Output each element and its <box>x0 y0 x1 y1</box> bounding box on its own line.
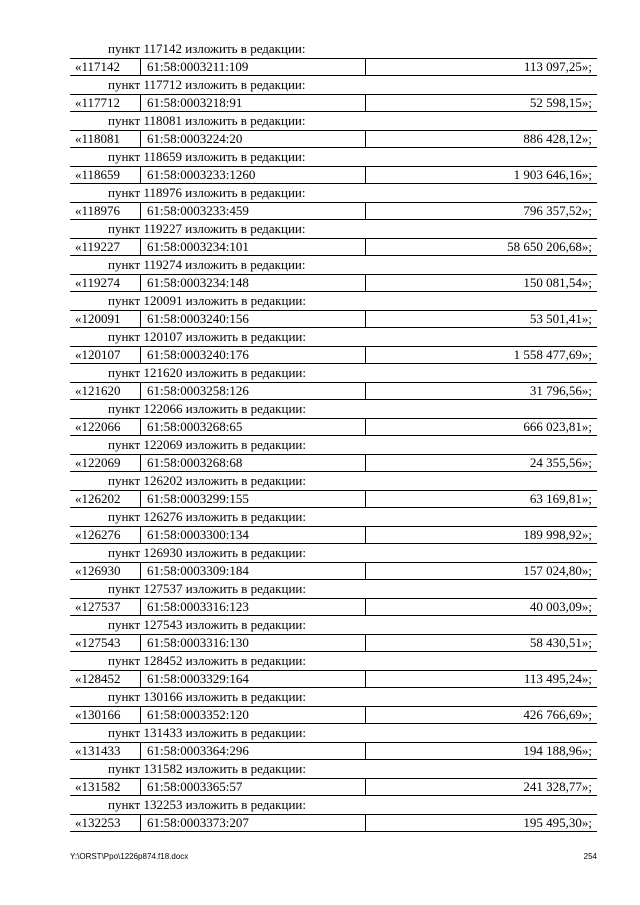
amendment-entry <box>0 148 640 184</box>
table-row <box>70 562 597 580</box>
table-row <box>70 706 597 724</box>
cadastral-number: 61:58:0003309:184 <box>141 563 366 579</box>
amendment-instruction: пункт 127537 изложить в редакции: <box>108 581 306 596</box>
cadastral-value: 31 796,56»; <box>529 383 592 398</box>
amendment-instruction: пункт 128452 изложить в редакции: <box>108 653 306 668</box>
amendment-entry <box>0 112 640 148</box>
table-row <box>70 310 597 328</box>
item-number: «128452 <box>70 671 141 687</box>
cadastral-number: 61:58:0003234:148 <box>141 275 366 291</box>
cadastral-value: 150 081,54»; <box>523 275 592 290</box>
amendment-instruction: пункт 131582 изложить в редакции: <box>108 761 306 776</box>
cadastral-number: 61:58:0003316:130 <box>141 635 366 651</box>
item-number: «122066 <box>70 419 141 435</box>
cadastral-value: 24 355,56»; <box>529 455 592 470</box>
cadastral-number: 61:58:0003258:126 <box>141 383 366 399</box>
cadastral-number: 61:58:0003364:296 <box>141 743 366 759</box>
cadastral-value: 241 328,77»; <box>523 779 592 794</box>
cadastral-value: 40 003,09»; <box>529 599 592 614</box>
cadastral-number: 61:58:0003300:134 <box>141 527 366 543</box>
amendment-instruction: пункт 126930 изложить в редакции: <box>108 545 306 560</box>
footer-file-path: Y:\ORST\Ppo\1226p874.f18.docx <box>70 852 189 861</box>
item-number: «118081 <box>70 131 141 147</box>
cadastral-value: 195 495,30»; <box>523 815 592 830</box>
amendment-entry <box>0 544 640 580</box>
footer-page-number: 254 <box>583 852 597 861</box>
item-number: «118659 <box>70 167 141 183</box>
item-number: «126930 <box>70 563 141 579</box>
table-row <box>70 778 597 796</box>
table-row <box>70 202 597 220</box>
cadastral-number: 61:58:0003268:68 <box>141 455 366 471</box>
cadastral-value: 1 558 477,69»; <box>513 347 592 362</box>
amendment-entry <box>0 580 640 616</box>
amendment-entry <box>0 724 640 760</box>
cadastral-value: 52 598,15»; <box>529 95 592 110</box>
table-row <box>70 58 597 76</box>
cadastral-value: 157 024,80»; <box>523 563 592 578</box>
cadastral-number: 61:58:0003352:120 <box>141 707 366 723</box>
cadastral-value: 666 023,81»; <box>523 419 592 434</box>
amendment-instruction: пункт 130166 изложить в редакции: <box>108 689 306 704</box>
cadastral-number: 61:58:0003211:109 <box>141 59 366 75</box>
item-number: «131582 <box>70 779 141 795</box>
cadastral-number: 61:58:0003329:164 <box>141 671 366 687</box>
amendment-instruction: пункт 118081 изложить в редакции: <box>108 113 306 128</box>
amendment-instruction: пункт 131433 изложить в редакции: <box>108 725 306 740</box>
amendment-instruction: пункт 126202 изложить в редакции: <box>108 473 306 488</box>
amendment-instruction: пункт 121620 изложить в редакции: <box>108 365 306 380</box>
amendment-instruction: пункт 122069 изложить в редакции: <box>108 437 306 452</box>
amendment-entry <box>0 436 640 472</box>
table-row <box>70 418 597 436</box>
table-row <box>70 742 597 760</box>
item-number: «119227 <box>70 239 141 255</box>
table-row <box>70 814 597 832</box>
amendment-entry <box>0 796 640 832</box>
item-number: «121620 <box>70 383 141 399</box>
item-number: «117142 <box>70 59 141 75</box>
cadastral-value: 426 766,69»; <box>523 707 592 722</box>
amendment-instruction: пункт 132253 изложить в редакции: <box>108 797 306 812</box>
amendment-entry <box>0 184 640 220</box>
item-number: «119274 <box>70 275 141 291</box>
amendment-instruction: пункт 119227 изложить в редакции: <box>108 221 306 236</box>
table-row <box>70 598 597 616</box>
cadastral-number: 61:58:0003316:123 <box>141 599 366 615</box>
item-number: «117712 <box>70 95 141 111</box>
cadastral-value: 63 169,81»; <box>529 491 592 506</box>
item-number: «120107 <box>70 347 141 363</box>
item-number: «122069 <box>70 455 141 471</box>
amendment-entry <box>0 220 640 256</box>
amendment-entry <box>0 472 640 508</box>
amendment-entry <box>0 364 640 400</box>
table-row <box>70 634 597 652</box>
cadastral-number: 61:58:0003233:459 <box>141 203 366 219</box>
amendment-entry <box>0 292 640 328</box>
cadastral-number: 61:58:0003234:101 <box>141 239 366 255</box>
item-number: «126276 <box>70 527 141 543</box>
cadastral-value: 58 650 206,68»; <box>507 239 592 254</box>
amendment-instruction: пункт 118976 изложить в редакции: <box>108 185 306 200</box>
item-number: «131433 <box>70 743 141 759</box>
table-row <box>70 454 597 472</box>
cadastral-value: 1 903 646,16»; <box>513 167 592 182</box>
amendment-instruction: пункт 120091 изложить в редакции: <box>108 293 306 308</box>
table-row <box>70 274 597 292</box>
table-row <box>70 130 597 148</box>
item-number: «130166 <box>70 707 141 723</box>
cadastral-value: 53 501,41»; <box>529 311 592 326</box>
item-number: «127537 <box>70 599 141 615</box>
cadastral-number: 61:58:0003218:91 <box>141 95 366 111</box>
amendment-instruction: пункт 126276 изложить в редакции: <box>108 509 306 524</box>
amendment-entry <box>0 76 640 112</box>
item-number: «127543 <box>70 635 141 651</box>
amendment-instruction: пункт 119274 изложить в редакции: <box>108 257 306 272</box>
cadastral-number: 61:58:0003268:65 <box>141 419 366 435</box>
table-row <box>70 490 597 508</box>
table-row <box>70 166 597 184</box>
cadastral-value: 194 188,96»; <box>523 743 592 758</box>
amendment-instruction: пункт 117712 изложить в редакции: <box>108 77 306 92</box>
amendment-instruction: пункт 127543 изложить в редакции: <box>108 617 306 632</box>
cadastral-value: 58 430,51»; <box>529 635 592 650</box>
amendment-entry <box>0 400 640 436</box>
amendment-entry <box>0 328 640 364</box>
cadastral-number: 61:58:0003365:57 <box>141 779 366 795</box>
cadastral-number: 61:58:0003299:155 <box>141 491 366 507</box>
item-number: «132253 <box>70 815 141 831</box>
page-footer <box>70 852 597 861</box>
amendment-entry <box>0 688 640 724</box>
item-number: «126202 <box>70 491 141 507</box>
cadastral-number: 61:58:0003373:207 <box>141 815 366 831</box>
cadastral-number: 61:58:0003233:1260 <box>141 167 366 183</box>
amendment-entry <box>0 616 640 652</box>
table-row <box>70 382 597 400</box>
amendment-entry <box>0 508 640 544</box>
table-row <box>70 670 597 688</box>
table-row <box>70 526 597 544</box>
amendment-instruction: пункт 117142 изложить в редакции: <box>108 41 306 56</box>
item-number: «120091 <box>70 311 141 327</box>
cadastral-value: 189 998,92»; <box>523 527 592 542</box>
amendment-entry <box>0 40 640 76</box>
item-number: «118976 <box>70 203 141 219</box>
amendment-entry <box>0 652 640 688</box>
cadastral-value: 886 428,12»; <box>523 131 592 146</box>
amendment-instruction: пункт 122066 изложить в редакции: <box>108 401 306 416</box>
document-body <box>0 40 640 832</box>
amendment-entry <box>0 760 640 796</box>
table-row <box>70 94 597 112</box>
amendment-entry <box>0 256 640 292</box>
table-row <box>70 238 597 256</box>
cadastral-value: 113 097,25»; <box>523 59 592 74</box>
cadastral-number: 61:58:0003240:156 <box>141 311 366 327</box>
cadastral-value: 796 357,52»; <box>523 203 592 218</box>
cadastral-value: 113 495,24»; <box>523 671 592 686</box>
amendment-instruction: пункт 120107 изложить в редакции: <box>108 329 306 344</box>
cadastral-number: 61:58:0003224:20 <box>141 131 366 147</box>
table-row <box>70 346 597 364</box>
cadastral-number: 61:58:0003240:176 <box>141 347 366 363</box>
amendment-instruction: пункт 118659 изложить в редакции: <box>108 149 306 164</box>
